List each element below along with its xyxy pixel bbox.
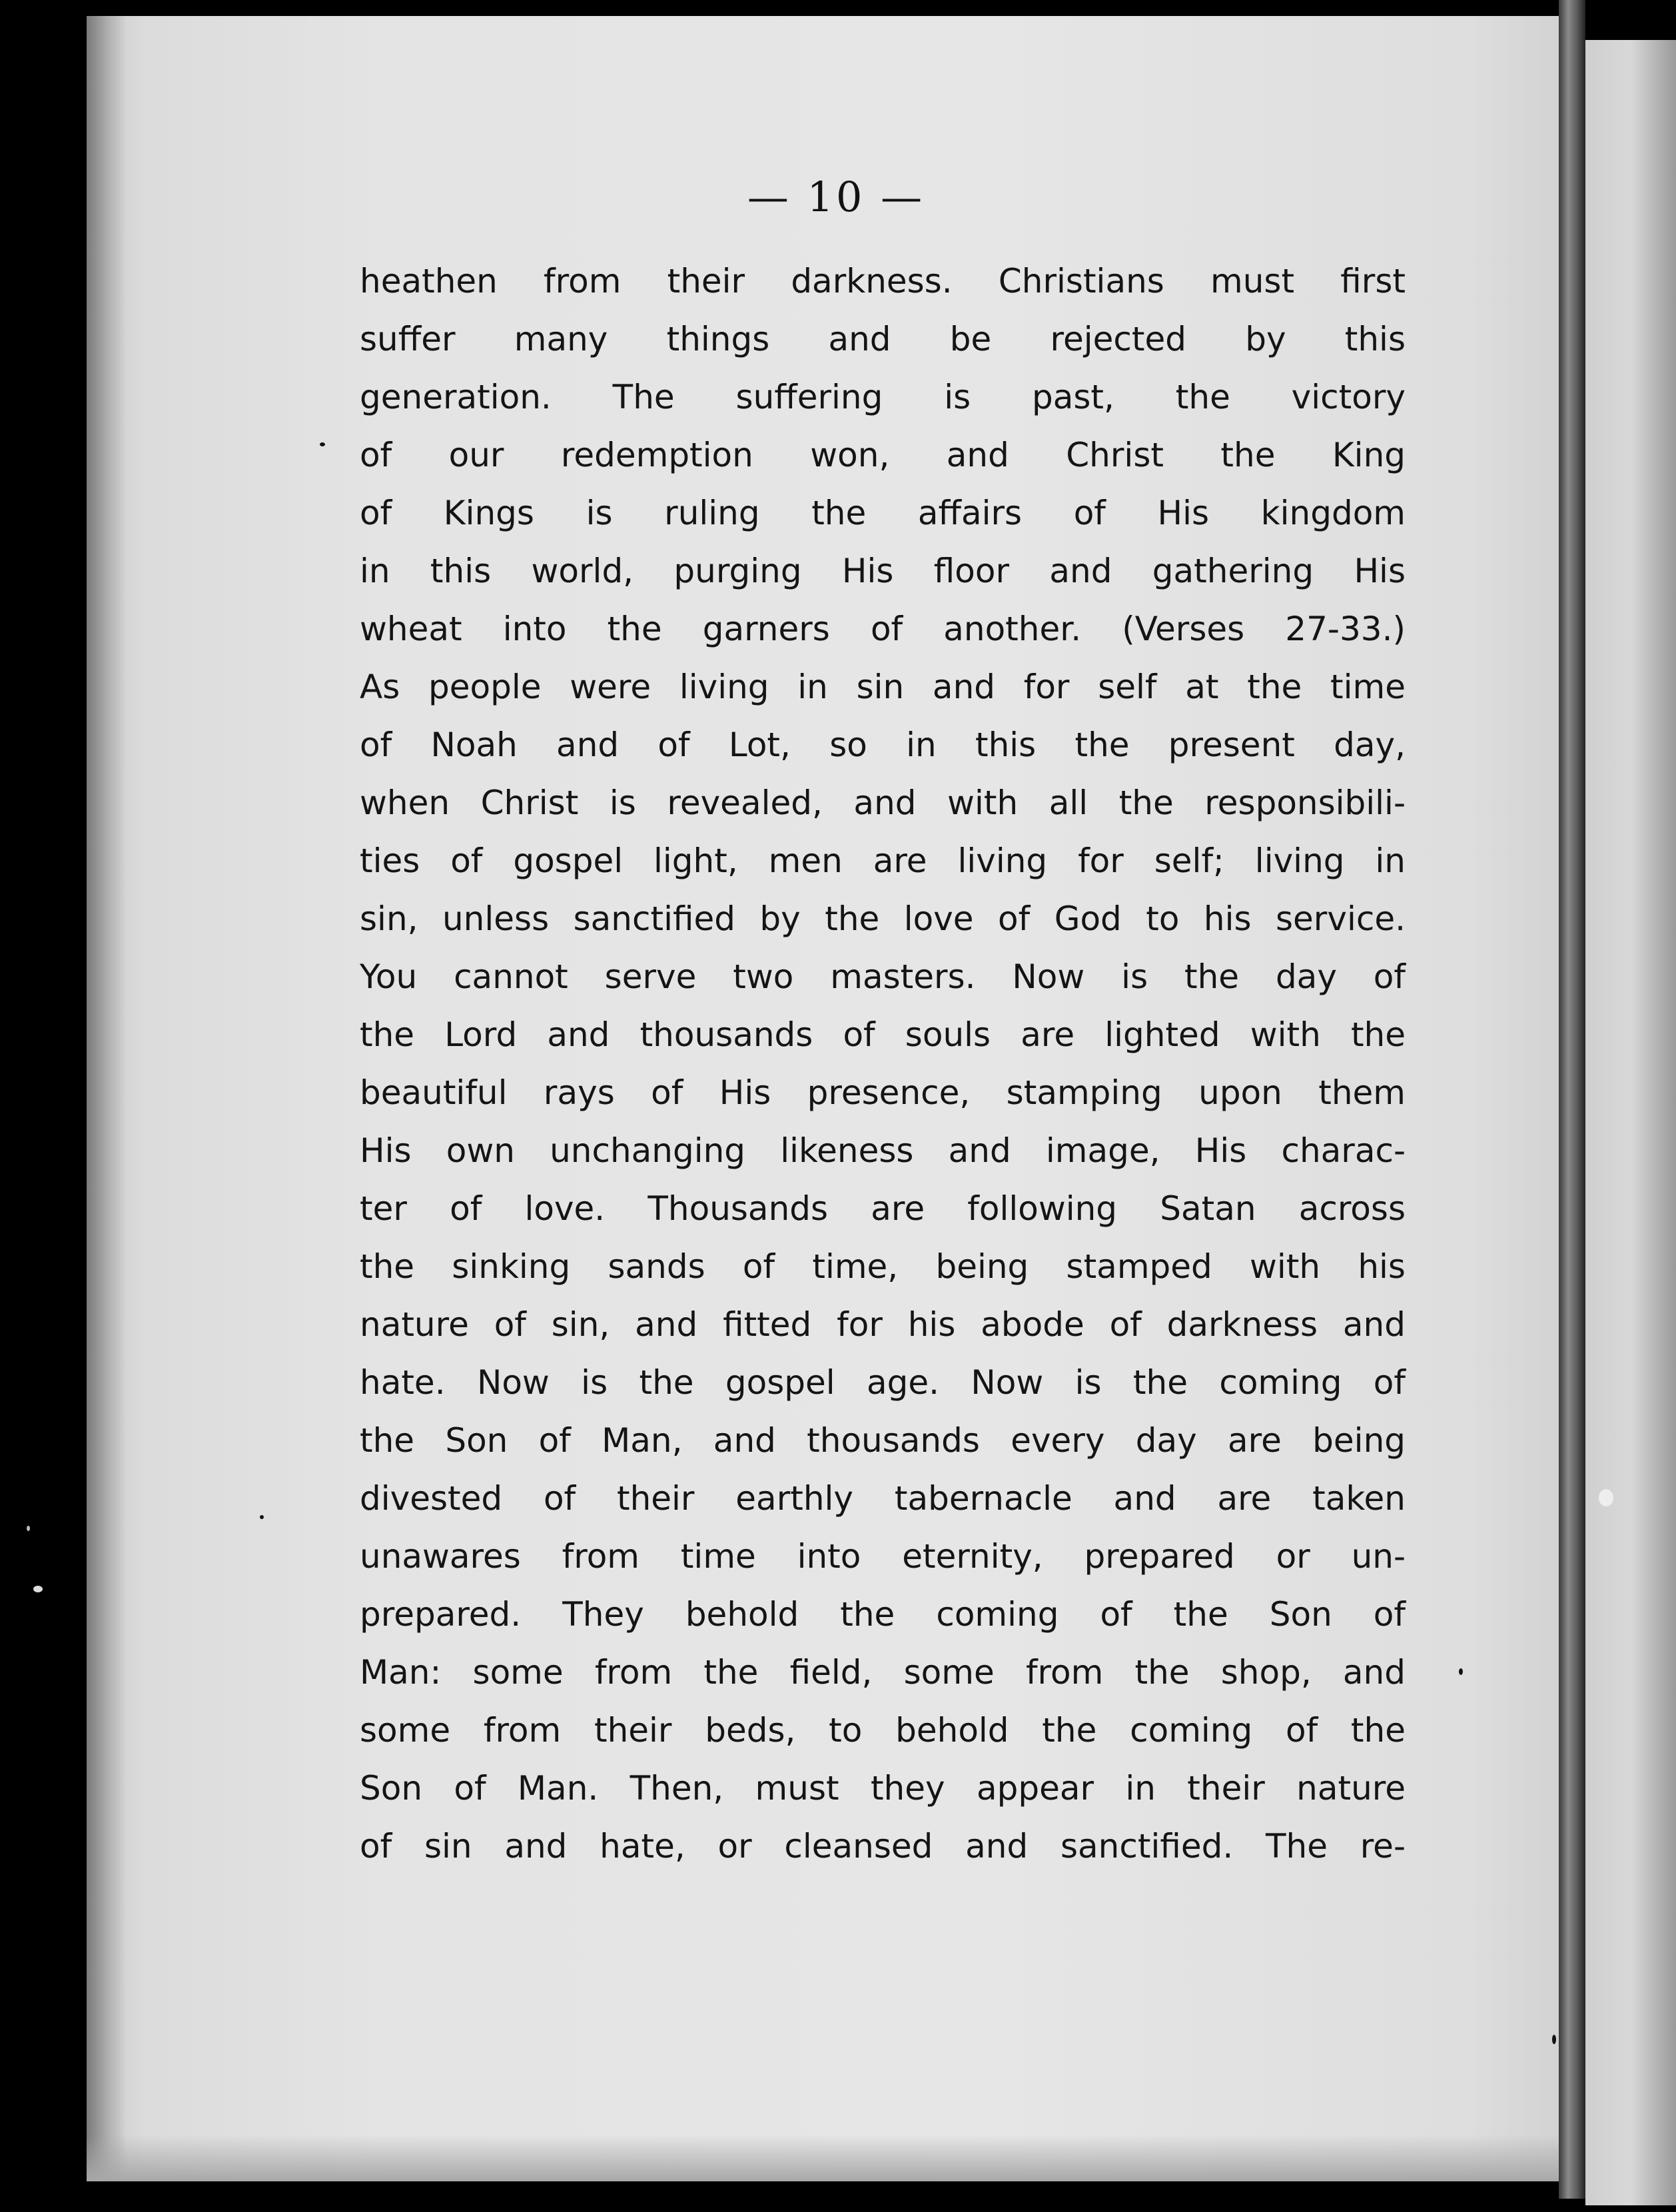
- text-line: in this world, purging His floor and gathering His: [360, 552, 1406, 590]
- text-line: generation. The suffering is past, the victory: [360, 378, 1406, 416]
- text-line: some from their beds, to behold the coming of the: [360, 1711, 1406, 1750]
- text-line: beautiful rays of His presence, stamping upon them: [360, 1073, 1406, 1112]
- text-line: of Noah and of Lot, so in this the present day,: [360, 726, 1406, 764]
- text-line: wheat into the garners of another. (Verses 27-33.): [360, 610, 1406, 648]
- text-line: nature of sin, and fitted for his abode of darkness and: [360, 1305, 1406, 1344]
- text-line: hate. Now is the gospel age. Now is the coming of: [360, 1363, 1406, 1402]
- scan-speck: [260, 1515, 264, 1519]
- text-line: the Lord and thousands of souls are lighted with the: [360, 1015, 1406, 1054]
- text-line: heathen from their darkness. Christians must first: [360, 262, 1406, 300]
- scan-speck: [1599, 1489, 1613, 1506]
- text-line: the sinking sands of time, being stamped with his: [360, 1247, 1406, 1286]
- page-bottom-shadow: [87, 2135, 1585, 2181]
- text-line: His own unchanging likeness and image, His charac-: [360, 1131, 1406, 1170]
- text-line: Man: some from the field, some from the shop, and: [360, 1653, 1406, 1692]
- text-line: of Kings is ruling the affairs of His kingdom: [360, 494, 1406, 532]
- text-line: divested of their earthly tabernacle and are taken: [360, 1479, 1406, 1518]
- scan-speck: [1552, 2035, 1556, 2044]
- text-line: unawares from time into eternity, prepared or un-: [360, 1537, 1406, 1576]
- scan-speck: [27, 1526, 30, 1531]
- text-line: when Christ is revealed, and with all the responsibili-: [360, 784, 1406, 822]
- text-line: the Son of Man, and thousands every day are being: [360, 1421, 1406, 1460]
- adjacent-page-edge: [1585, 40, 1676, 2205]
- page-gutter-shadow: [87, 16, 127, 2181]
- page-number: — 10 —: [747, 173, 925, 221]
- text-line: Son of Man. Then, must they appear in their nature: [360, 1769, 1406, 1808]
- scan-speck: [1459, 1668, 1463, 1675]
- text-line: of sin and hate, or cleansed and sanctified. The re-: [360, 1827, 1406, 1866]
- body-text: [360, 253, 1406, 1876]
- text-line: ter of love. Thousands are following Satan across: [360, 1189, 1406, 1228]
- text-line: prepared. They behold the coming of the Son of: [360, 1595, 1406, 1634]
- text-line: You cannot serve two masters. Now is the day of: [360, 957, 1406, 996]
- text-line: sin, unless sanctified by the love of God to his service.: [360, 899, 1406, 938]
- text-line: As people were living in sin and for self at the time: [360, 668, 1406, 706]
- book-binding: [1559, 0, 1585, 2199]
- scan-speck: [320, 442, 325, 446]
- text-line: suffer many things and be rejected by this: [360, 320, 1406, 358]
- text-line: of our redemption won, and Christ the King: [360, 436, 1406, 474]
- page-sheet: [87, 16, 1585, 2181]
- scan-speck: [33, 1586, 43, 1592]
- text-line: ties of gospel light, men are living for self; living in: [360, 841, 1406, 880]
